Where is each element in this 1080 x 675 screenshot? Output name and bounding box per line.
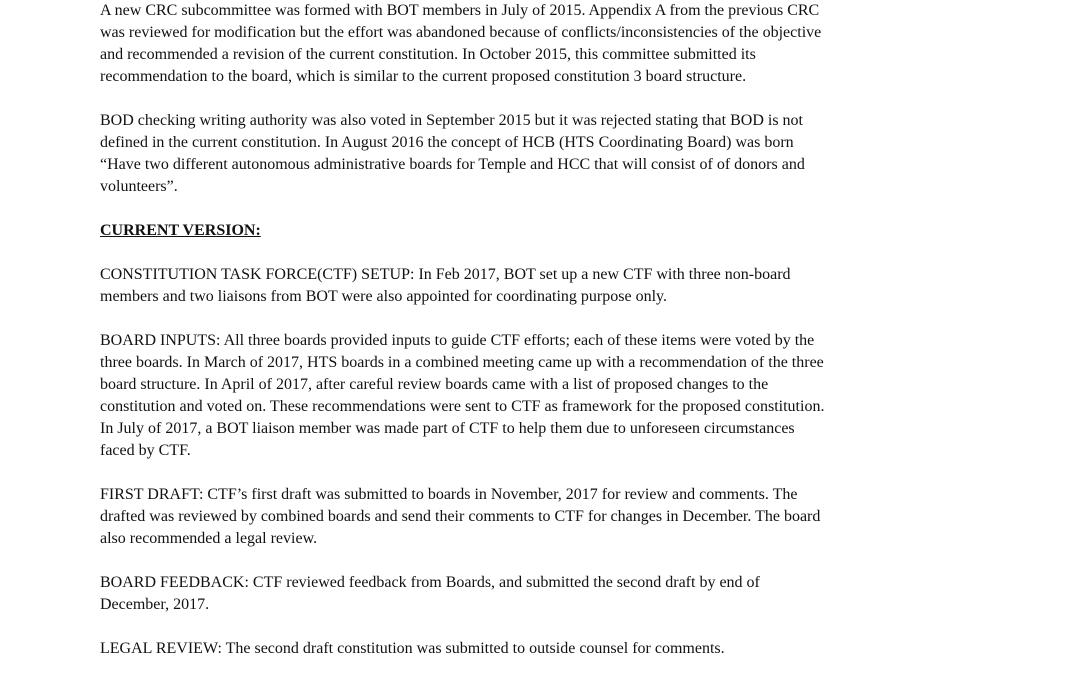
paragraph-gap <box>100 550 980 572</box>
text-line: drafted was reviewed by combined boards and send their comments to CTF for changes in December. The board <box>100 508 821 525</box>
text-line: In July of 2017, a BOT liaison member was made part of CTF to help them due to unforeseen circumstances <box>100 420 795 437</box>
section-legal-review <box>100 638 980 660</box>
text-line: volunteers”. <box>100 178 178 195</box>
text-line: BOD checking writing authority was also voted in September 2015 but it was rejected stating that BOD is not <box>100 112 803 129</box>
section-heading-current-version: CURRENT VERSION: <box>100 222 261 239</box>
paragraph-gap <box>100 308 980 330</box>
text-line: members and two liaisons from BOT were also appointed for coordinating purpose only. <box>100 288 667 305</box>
section-board-inputs <box>100 330 980 462</box>
text-line: constitution and voted on. These recommendations were sent to CTF as framework for the proposed constitution. <box>100 398 825 415</box>
paragraph-gap <box>100 198 980 220</box>
text-line: “Have two different autonomous administrative boards for Temple and HCC that will consist of of donors and <box>100 156 805 173</box>
text-line: LEGAL REVIEW: The second draft constitution was submitted to outside counsel for comments. <box>100 640 725 657</box>
text-line: defined in the current constitution. In August 2016 the concept of HCB (HTS Coordinating Board) was born <box>100 134 794 151</box>
text-line: three boards. In March of 2017, HTS boards in a combined meeting came up with a recommendation of the three <box>100 354 824 371</box>
text-line: A new CRC subcommittee was formed with BOT members in July of 2015. Appendix A from the previous CRC <box>100 2 820 19</box>
section-board-feedback <box>100 572 980 616</box>
section-ctf-setup <box>100 264 980 308</box>
section-first-draft <box>100 484 980 550</box>
paragraph-bod-authority <box>100 110 980 198</box>
document-page <box>100 0 980 660</box>
text-line: and recommended a revision of the current constitution. In October 2015, this committee submitted its <box>100 46 756 63</box>
text-line: also recommended a legal review. <box>100 530 318 547</box>
text-line: FIRST DRAFT: CTF’s first draft was submitted to boards in November, 2017 for review and comments. The <box>100 486 798 503</box>
paragraph-gap <box>100 88 980 110</box>
text-line: CONSTITUTION TASK FORCE(CTF) SETUP: In Feb 2017, BOT set up a new CTF with three non-board <box>100 266 791 283</box>
paragraph-gap <box>100 462 980 484</box>
paragraph-gap <box>100 242 980 264</box>
text-line: BOARD INPUTS: All three boards provided inputs to guide CTF efforts; each of these items were voted by the <box>100 332 815 349</box>
text-line: December, 2017. <box>100 596 210 613</box>
text-line: was reviewed for modification but the effort was abandoned because of conflicts/inconsistencies of the objective <box>100 24 822 41</box>
paragraph-crc-subcommittee <box>100 0 980 88</box>
paragraph-gap <box>100 616 980 638</box>
text-line: board structure. In April of 2017, after careful review boards came with a list of proposed changes to the <box>100 376 769 393</box>
text-line: recommendation to the board, which is similar to the current proposed constitution 3 board structure. <box>100 68 747 85</box>
text-line: faced by CTF. <box>100 442 191 459</box>
text-line: BOARD FEEDBACK: CTF reviewed feedback from Boards, and submitted the second draft by end of <box>100 574 760 591</box>
